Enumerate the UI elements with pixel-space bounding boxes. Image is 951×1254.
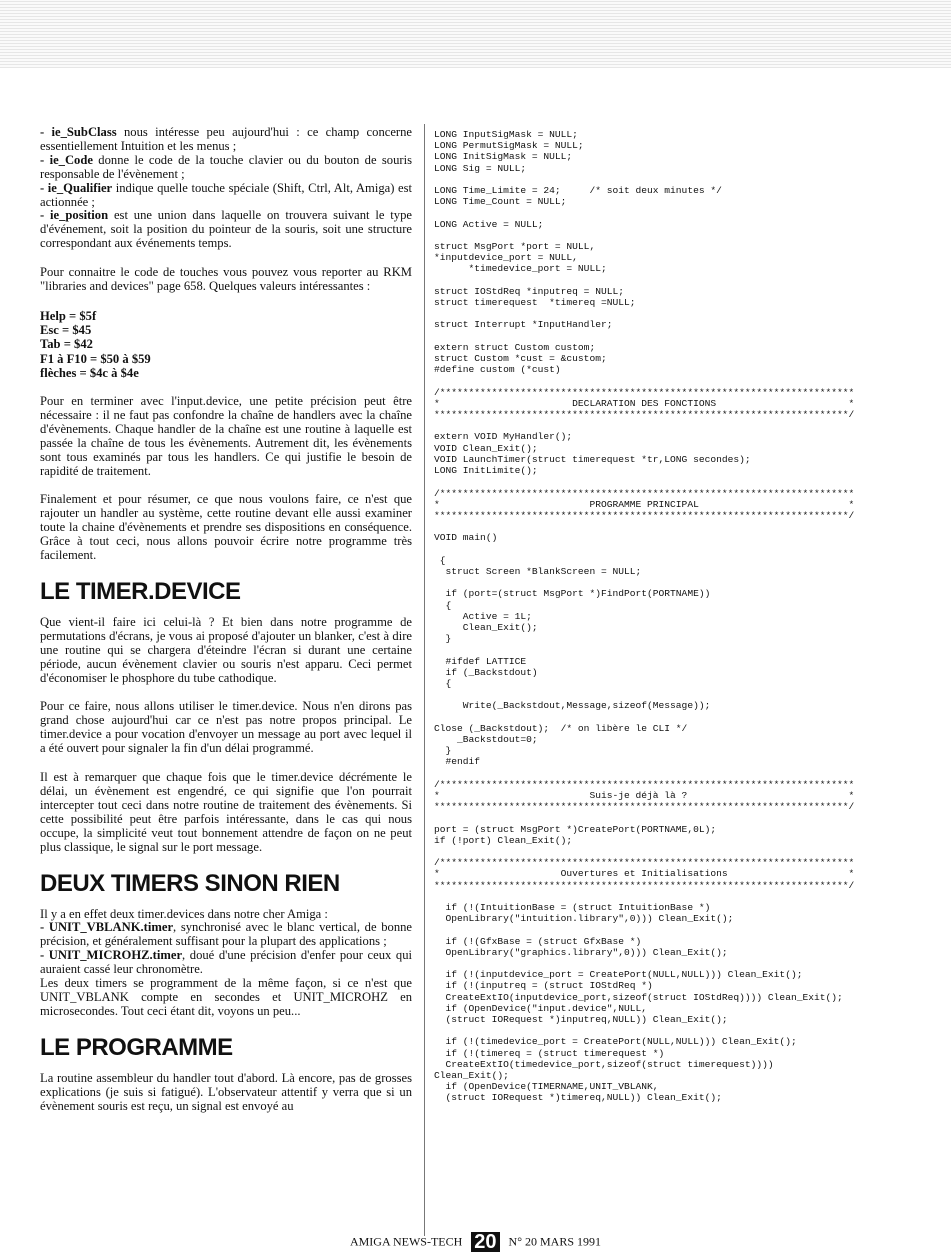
paragraph: La routine assembleur du handler tout d'abord. Là encore, pas de grosses explications (je suis si fatigué). L'observateur attentif y verra que si un évènement souris est reçu, un signal est envoyé au [40, 1070, 412, 1113]
term: - ie_SubClass [40, 125, 117, 139]
paragraph-line [40, 977, 412, 1019]
code-line: VOID main() [434, 532, 498, 544]
paragraph-line [40, 182, 412, 210]
code-line [434, 1025, 946, 1036]
code-line: port = (struct MsgPort *)CreatePort(PORTNAME,0L); [434, 823, 717, 835]
code-line: * Suis-je déjà là ? * [434, 789, 855, 801]
code-line: #endif [434, 756, 481, 768]
code-line: LONG InitLimite(); [434, 465, 538, 477]
term: - ie_Qualifier [40, 180, 113, 195]
code-line [434, 891, 946, 902]
term-description: Il y a en effet deux timer.devices dans notre cher Amiga : [40, 906, 328, 921]
paragraph [40, 126, 412, 251]
paragraph: Finalement et pour résumer, ce que nous voulons faire, ce n'est que rajouter un handler au système, cette routine devant elle aussi examiner toute la chaine d'évènements et prendre ses dispositions en conséquence. Grâce à tout ceci, nous allons pouvoir écrire notre programme très facilement. [40, 492, 412, 563]
code-line: extern struct Custom custom; [434, 341, 596, 353]
code-line: if (!(GfxBase = (struct GfxBase *) [434, 935, 642, 947]
paragraph-line [40, 154, 412, 182]
code-line: Clean_Exit(); [434, 621, 538, 633]
code-line: /************************************************************************ [434, 487, 855, 499]
code-line: ************************************************************************/ [434, 801, 855, 813]
term-description: indique quelle touche spéciale (Shift, Ctrl, Alt, Amiga) est actionnée ; [40, 180, 412, 209]
code-line: (struct IORequest *)timereq,NULL)) Clean_Exit(); [434, 1092, 722, 1104]
term-description: donne le code de la touche clavier ou du bouton de souris responsable de l'évènement ; [40, 152, 412, 181]
paragraph [40, 908, 412, 1019]
term: - UNIT_VBLANK.timer [40, 920, 174, 935]
page-footer [0, 1232, 951, 1252]
code-line [434, 174, 946, 185]
paragraph: Que vient-il faire ici celui-là ? Et bien dans notre programme de permutations d'écrans, je vous ai proposé d'ajouter un blanker, c'est à dire une routine qui se chargera d'éteindre l'écran si durant une certaine période, aucun évènement clavier ou souris n'est apparu. Ceci permet d'économiser le phosphore du tube cathodique. [40, 614, 412, 685]
code-line [434, 375, 946, 386]
code-line: Close (_Backstdout); /* on libère le CLI */ [434, 722, 688, 734]
code-line: LONG Sig = NULL; [434, 162, 527, 174]
code-line [434, 331, 946, 342]
code-line [434, 812, 946, 823]
code-line [434, 308, 946, 319]
code-line [434, 207, 946, 218]
code-line: OpenLibrary("intuition.library",0))) Clean_Exit(); [434, 913, 734, 925]
code-line: Write(_Backstdout,Message,sizeof(Message)); [434, 700, 711, 712]
code-line [434, 768, 946, 779]
code-line: /************************************************************************ [434, 386, 855, 398]
code-line: /************************************************************************ [434, 857, 855, 869]
section-heading: LE TIMER.DEVICE [40, 577, 241, 605]
term: - ie_Code [40, 152, 93, 167]
code-line: if (port=(struct MsgPort *)FindPort(PORTNAME)) [434, 588, 711, 600]
code-line: { [434, 599, 452, 611]
term-description: , doué d'une précision d'enfer pour ceux qui auraient cassé leur chronomètre. [40, 948, 412, 977]
code-listing [434, 129, 946, 1104]
code-line: * DECLARATION DES FONCTIONS * [434, 397, 855, 409]
code-line: _Backstdout=0; [434, 733, 538, 745]
code-line [434, 521, 946, 532]
code-line: Active = 1L; [434, 610, 532, 622]
code-line: *timedevice_port = NULL; [434, 263, 607, 275]
code-line: CreateExtIO(inputdevice_port,sizeof(struct IOStdReq)))) Clean_Exit(); [434, 991, 843, 1003]
code-line: { [434, 554, 446, 566]
term-description: nous intéresse peu aujourd'hui : ce champ concerne essentiellement Intuition et les menus ; [40, 125, 412, 153]
paragraph: Pour connaitre le code de touches vous pouvez vous reporter au RKM "libraries and devices" page 658. Quelques valeurs intéressantes : [40, 265, 412, 294]
page-number: 20 [471, 1232, 499, 1252]
paragraph-line [40, 209, 412, 251]
code-line: ************************************************************************/ [434, 879, 855, 891]
code-line: LONG InitSigMask = NULL; [434, 151, 573, 163]
code-line: { [434, 677, 452, 689]
paragraph-line [40, 949, 412, 977]
code-line: if (!(inputdevice_port = CreatePort(NULL,NULL))) Clean_Exit(); [434, 969, 803, 981]
section-heading: LE PROGRAMME [40, 1033, 233, 1061]
code-line: #define custom (*cust) [434, 364, 561, 376]
code-line: if (OpenDevice("input.device",NULL, [434, 1002, 648, 1014]
code-line [434, 924, 946, 935]
code-line [434, 689, 946, 700]
key-code-item: flèches = $4c à $4e [40, 365, 139, 380]
code-line [434, 230, 946, 241]
code-line: CreateExtIO(timedevice_port,sizeof(struct timerequest)))) [434, 1058, 774, 1070]
term: - UNIT_MICROHZ.timer [40, 948, 183, 963]
code-line: OpenLibrary("graphics.library",0))) Clean_Exit(); [434, 946, 728, 958]
code-line: extern VOID MyHandler(); [434, 431, 573, 443]
code-line: LONG InputSigMask = NULL; [434, 129, 578, 140]
code-line: * Ouvertures et Initialisations * [434, 868, 855, 880]
code-line: } [434, 745, 452, 757]
term-description: Les deux timers se programment de la même façon, si ce n'est que UNIT_VBLANK compte en secondes et UNIT_MICROHZ en microsecondes. Tout ceci étant dit, voyons un peu... [40, 976, 412, 1018]
code-line: /************************************************************************ [434, 778, 855, 790]
code-line: struct Custom *cust = &custom; [434, 353, 607, 365]
code-line: LONG Active = NULL; [434, 218, 544, 230]
code-line: #ifdef LATTICE [434, 655, 527, 667]
footer-magazine-name: AMIGA NEWS-TECH [349, 1234, 463, 1249]
code-line [434, 958, 946, 969]
code-line: if (!(IntuitionBase = (struct IntuitionBase *) [434, 902, 711, 914]
key-code-item: F1 à F10 = $50 à $59 [40, 351, 151, 366]
key-code-item: Esc = $45 [40, 323, 92, 338]
header-banner [0, 0, 951, 68]
term-description: est une union dans laquelle on trouvera suivant le type d'événement, soit la position du pointeur de la souris, soit une structure correspondant aux événements temps. [40, 208, 412, 251]
key-codes-list [40, 309, 412, 380]
code-line: Clean_Exit(); [434, 1070, 509, 1082]
code-line: if (!port) Clean_Exit(); [434, 834, 573, 846]
code-line: if (OpenDevice(TIMERNAME,UNIT_VBLANK, [434, 1081, 659, 1093]
key-code-item: Tab = $42 [40, 337, 93, 352]
code-line [434, 476, 946, 487]
code-line: if (!(timereq = (struct timerequest *) [434, 1047, 665, 1059]
code-line: * PROGRAMME PRINCIPAL * [434, 498, 855, 510]
code-line [434, 644, 946, 655]
code-line: struct IOStdReq *inputreq = NULL; [434, 285, 624, 297]
code-line [434, 544, 946, 555]
code-line [434, 420, 946, 431]
term-description: , synchronisé avec le blanc vertical, de bonne précision, et généralement suffisant pour la plupart des applications ; [40, 920, 412, 949]
code-line [434, 712, 946, 723]
code-line: struct timerequest *timereq =NULL; [434, 297, 636, 309]
code-line: ************************************************************************/ [434, 409, 855, 421]
footer-issue: N° 20 MARS 1991 [508, 1234, 602, 1249]
paragraph-line [40, 126, 412, 154]
code-line: LONG PermutSigMask = NULL; [434, 140, 584, 152]
paragraph: Il est à remarquer que chaque fois que le timer.device décrémente le délai, un évènement est engendré, ce qui signifie que l'on pourrait intercepter tout ceci dans notre routine de traitement des évènements. Si cette possibilité peut être parfois intéressante, dans le cas qui nous occupe, la simplicité veut tout bonnement attendre de façon on ne peut plus classique, le signal sur le port message. [40, 770, 412, 854]
code-line: if (!(timedevice_port = CreatePort(NULL,NULL))) Clean_Exit(); [434, 1036, 797, 1048]
code-line [434, 846, 946, 857]
code-line: } [434, 633, 452, 645]
code-line: VOID Clean_Exit(); [434, 442, 538, 454]
code-line: (struct IORequest *)inputreq,NULL)) Clean_Exit(); [434, 1014, 728, 1026]
column-divider [424, 124, 425, 1236]
key-code-item: Help = $5f [40, 308, 97, 323]
paragraph: Pour en terminer avec l'input.device, une petite précision peut être nécessaire : il ne faut pas confondre la chaîne de handlers avec la chaîne d'évènements. Chaque handler de la chaîne est une routine à laquelle est passée la chaîne de tous les évènements. Autrement dit, les évènements sont tous examinés par tous les handlers. Ce qui justifie le besoin de rapidité de traitement. [40, 393, 412, 478]
code-line: if (!(inputreq = (struct IOStdReq *) [434, 980, 653, 992]
paragraph: Pour ce faire, nous allons utiliser le timer.device. Nous n'en dirons pas grand chose aujourd'hui car ce n'est pas notre propos principal. Le timer.device a pour vocation d'envoyer un message au port avec lequel il a été ouvert pour signaler la fin d'un délai programmé. [40, 699, 412, 756]
code-line: struct Interrupt *InputHandler; [434, 319, 613, 331]
code-line: LONG Time_Count = NULL; [434, 196, 567, 208]
code-line: LONG Time_Limite = 24; /* soit deux minutes */ [434, 185, 722, 197]
term: - ie_position [40, 208, 109, 223]
code-line: struct Screen *BlankScreen = NULL; [434, 565, 642, 577]
paragraph-line [40, 921, 412, 949]
code-line: VOID LaunchTimer(struct timerequest *tr,LONG secondes); [434, 453, 751, 465]
code-line: *inputdevice_port = NULL, [434, 252, 578, 264]
paragraph-line [40, 908, 412, 922]
article-left-column [40, 126, 412, 1129]
code-line [434, 577, 946, 588]
code-line: if (_Backstdout) [434, 666, 538, 678]
code-line: struct MsgPort *port = NULL, [434, 241, 596, 253]
code-line [434, 275, 946, 286]
code-line: ************************************************************************/ [434, 509, 855, 521]
section-heading: DEUX TIMERS SINON RIEN [40, 869, 340, 897]
